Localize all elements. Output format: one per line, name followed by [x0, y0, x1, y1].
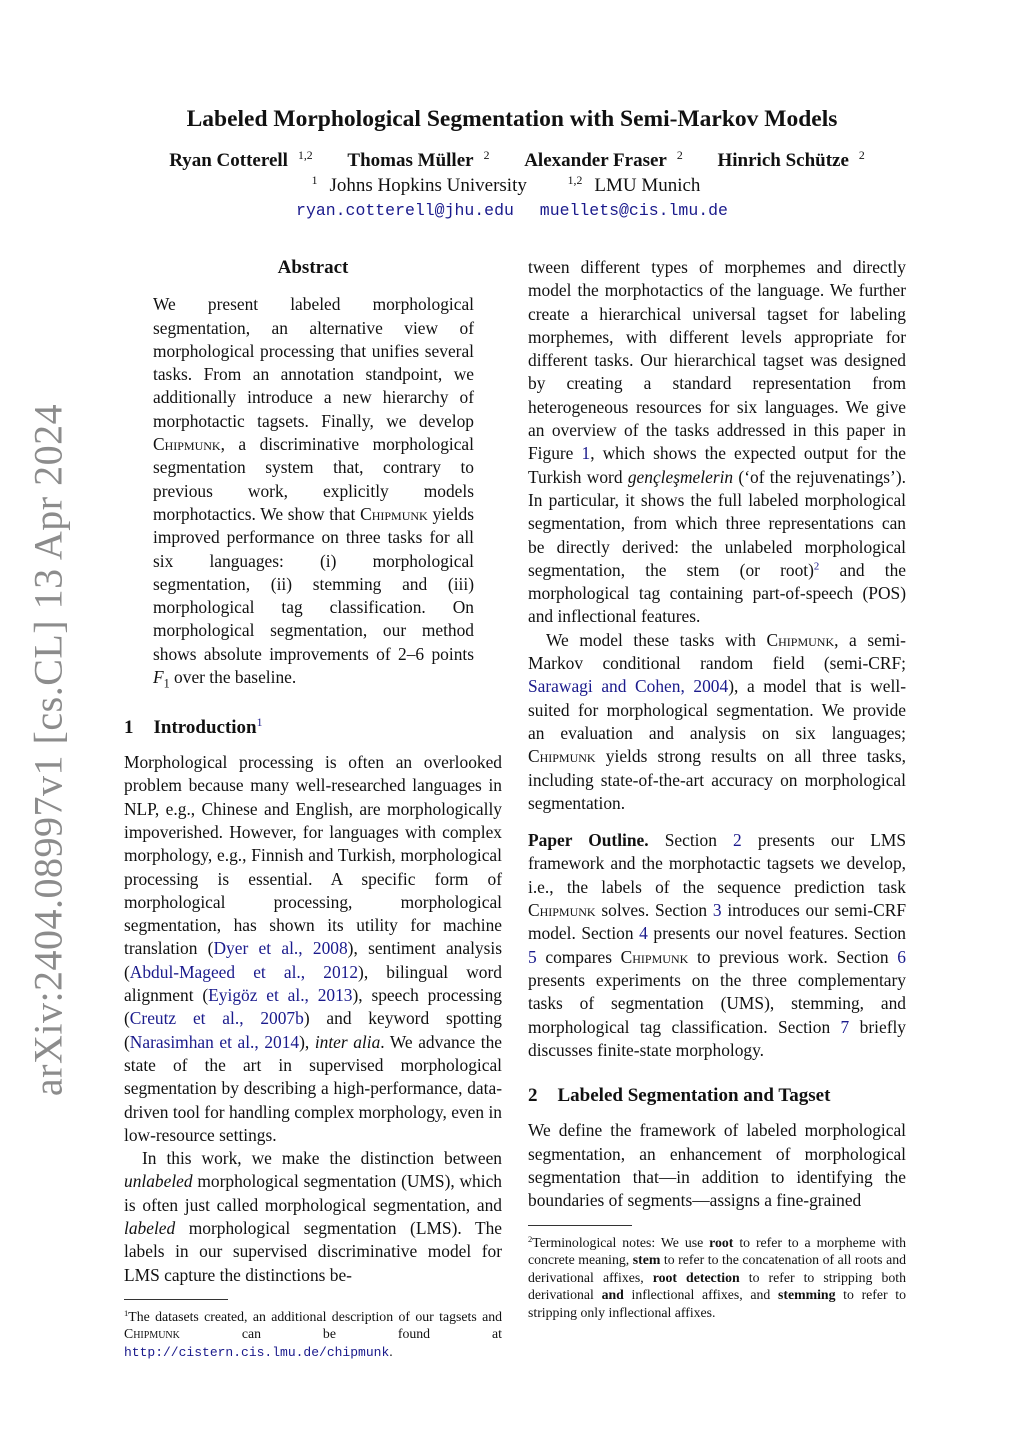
- paper-title: Labeled Morphological Segmentation with Semi-Markov Models: [186, 106, 838, 132]
- intro-paragraph-2: In this work, we make the distinction between unlabeled morphological segmentation (UMS), which is often just called morphological segmentation, and labeled morphological segmentation (LMS). The labels in our supervised discriminative model for LMS capture the distinctions be-: [124, 1148, 502, 1285]
- paper-outline-paragraph: Paper Outline. Section 2 presents our LMS framework and the morphotactic tagsets we develop, i.e., the labels of the sequence prediction task Chipmunk solves. Section 3 introduces our semi-CRF model. Section 4 presents our novel features. Section 5 compares Chipmunk to previous work. Section 6 presents experiments on the three complementary tasks of segmentation (UMS), stemming, and morphological tag classification. Section 7 briefly discusses finite-state morphology.: [528, 830, 907, 1060]
- abstract-text: We present labeled morphological segmentation, an alternative view of morphological processing that unifies several tasks. From an annotation standpoint, we additionally introduce a new hierarchy of morphotactic tagsets. Finally, we develop Chipmunk, a discriminative morphological segmentation system that, contrary to previous work, explicitly models morphotactics. We show that Chipmunk yields improved performance on three tasks for all six languages: (i) morphological segmentation, (ii) stemming and (iii) morphological tag classification. On morphological segmentation, our method shows absolute improvements of 2–6 points $F_1$ over the baseline.: [153, 294, 474, 691]
- citation-link[interactable]: Dyer et al., 2008: [213, 938, 348, 959]
- section-2-paragraph: We define the framework of labeled morphological segmentation, an enhancement of morphological segmentation that—in addition to identifying the boundaries of segments—assigns a fine-grained: [528, 1120, 906, 1211]
- affiliation: $^{1,2}$ LMU Munich: [567, 173, 701, 196]
- section-ref-link[interactable]: 2: [733, 830, 742, 851]
- email-link[interactable]: muellets@cis.lmu.de: [539, 201, 728, 220]
- author: Ryan Cotterell $^{1,2}$: [169, 148, 313, 171]
- section-heading-2: 2 Labeled Segmentation and Tagset: [528, 1085, 831, 1107]
- footnote-2: $^2$Terminological notes: We use root to refer to a morpheme with concrete meaning, stem to refer to the concatenation of all roots and derivational affixes, root detection to refer to stripping both derivational and inflectional affixes, and stemming to refer to stripping only inflectional affixes.: [528, 1233, 907, 1320]
- affiliation: $^1$ Johns Hopkins University: [311, 173, 527, 196]
- arxiv-sidebar: [8, 403, 88, 1097]
- footnote-divider: [528, 1225, 632, 1226]
- left-column: [124, 256, 502, 1361]
- figure-ref-link[interactable]: 1: [581, 443, 591, 464]
- abstract-heading: Abstract: [277, 257, 349, 278]
- author: Hinrich Schütze $^2$: [717, 148, 865, 171]
- citation-link[interactable]: Creutz et al., 2007b: [129, 1008, 304, 1029]
- affiliations: [0, 175, 1024, 197]
- footnote-divider: [124, 1299, 228, 1300]
- footnote-1: $^1$The datasets created, an additional description of our tagsets and Chipmunk can be found at http://cistern.cis.lmu.de/chipmunk.: [124, 1307, 502, 1360]
- section-ref-link[interactable]: 7: [840, 1016, 850, 1037]
- section-heading-introduction: 1 Introduction$^1$: [124, 715, 263, 738]
- chipmunk-url-link[interactable]: http://cistern.cis.lmu.de/chipmunk: [124, 1344, 390, 1360]
- section-ref-link[interactable]: 4: [639, 923, 648, 944]
- section-ref-link[interactable]: 3: [712, 900, 722, 921]
- arxiv-id: arXiv:2404.08997v1 [cs.CL] 13 Apr 2024: [25, 403, 71, 1097]
- citation-link[interactable]: Abdul-Mageed et al., 2012: [129, 961, 359, 982]
- footnote-ref-2[interactable]: 2: [813, 560, 820, 573]
- right-column: [528, 256, 906, 1321]
- intro-paragraph-1: Morphological processing is often an overlooked problem because many well-researched languages in NLP, e.g., Chinese and English, are morphologically impoverished. However, for languages with complex morphology, e.g., Finnish and Turkish, morphological processing is essential. A specific form of morphological processing, morphological segmentation, has shown its utility for machine translation (Dyer et al., 2008), sentiment analysis (Abdul-Mageed et al., 2012), bilingual word alignment (Eyigöz et al., 2013), speech processing (Creutz et al., 2007b) and keyword spotting (Narasimhan et al., 2014), inter alia. We advance the state of the art in supervised morphological segmentation by describing a high-performance, data-driven tool for handling complex morphology, even in low-resource settings.: [124, 752, 502, 1145]
- email-link[interactable]: ryan.cotterell@jhu.edu: [296, 201, 514, 220]
- citation-link[interactable]: Narasimhan et al., 2014: [129, 1031, 300, 1052]
- footnote-ref-1[interactable]: 1: [256, 715, 263, 729]
- citation-link[interactable]: Sarawagi and Cohen, 2004: [528, 676, 729, 697]
- section-ref-link[interactable]: 5: [528, 946, 537, 967]
- section-ref-link[interactable]: 6: [897, 946, 906, 967]
- intro-paragraph-3: tween different types of morphemes and directly model the morphotactics of the language. We further create a hierarchical universal tagset for labeling morphemes, with different levels appropriate for different tasks. Our hierarchical tagset was designed by creating a standard representation from heterogeneous resources for six languages. We give an overview of the tasks addressed in this paper in Figure 1, which shows the expected output for the Turkish word gençleşmelerin (‘of the rejuvenatings’). In particular, it shows the full labeled morphological segmentation, from which three representations can be directly derived: the unlabeled morphological segmentation, the stem (or root)$^2$ and the morphological tag containing part-of-speech (POS) and inflectional features.: [528, 257, 906, 627]
- author: Thomas Müller $^2$: [347, 148, 490, 171]
- author-list: [0, 150, 1024, 172]
- citation-link[interactable]: Eyigöz et al., 2013: [208, 985, 353, 1006]
- email-list: [0, 201, 1024, 220]
- author: Alexander Fraser $^2$: [524, 148, 683, 171]
- intro-paragraph-4: We model these tasks with Chipmunk, a semi-Markov conditional random field (semi-CRF; Sarawagi and Cohen, 2004), a model that is well-suited for morphological segmentation. We provide an evaluation and analysis on six languages; Chipmunk yields strong results on all three tasks, including state-of-the-art accuracy on morphological segmentation.: [528, 629, 906, 813]
